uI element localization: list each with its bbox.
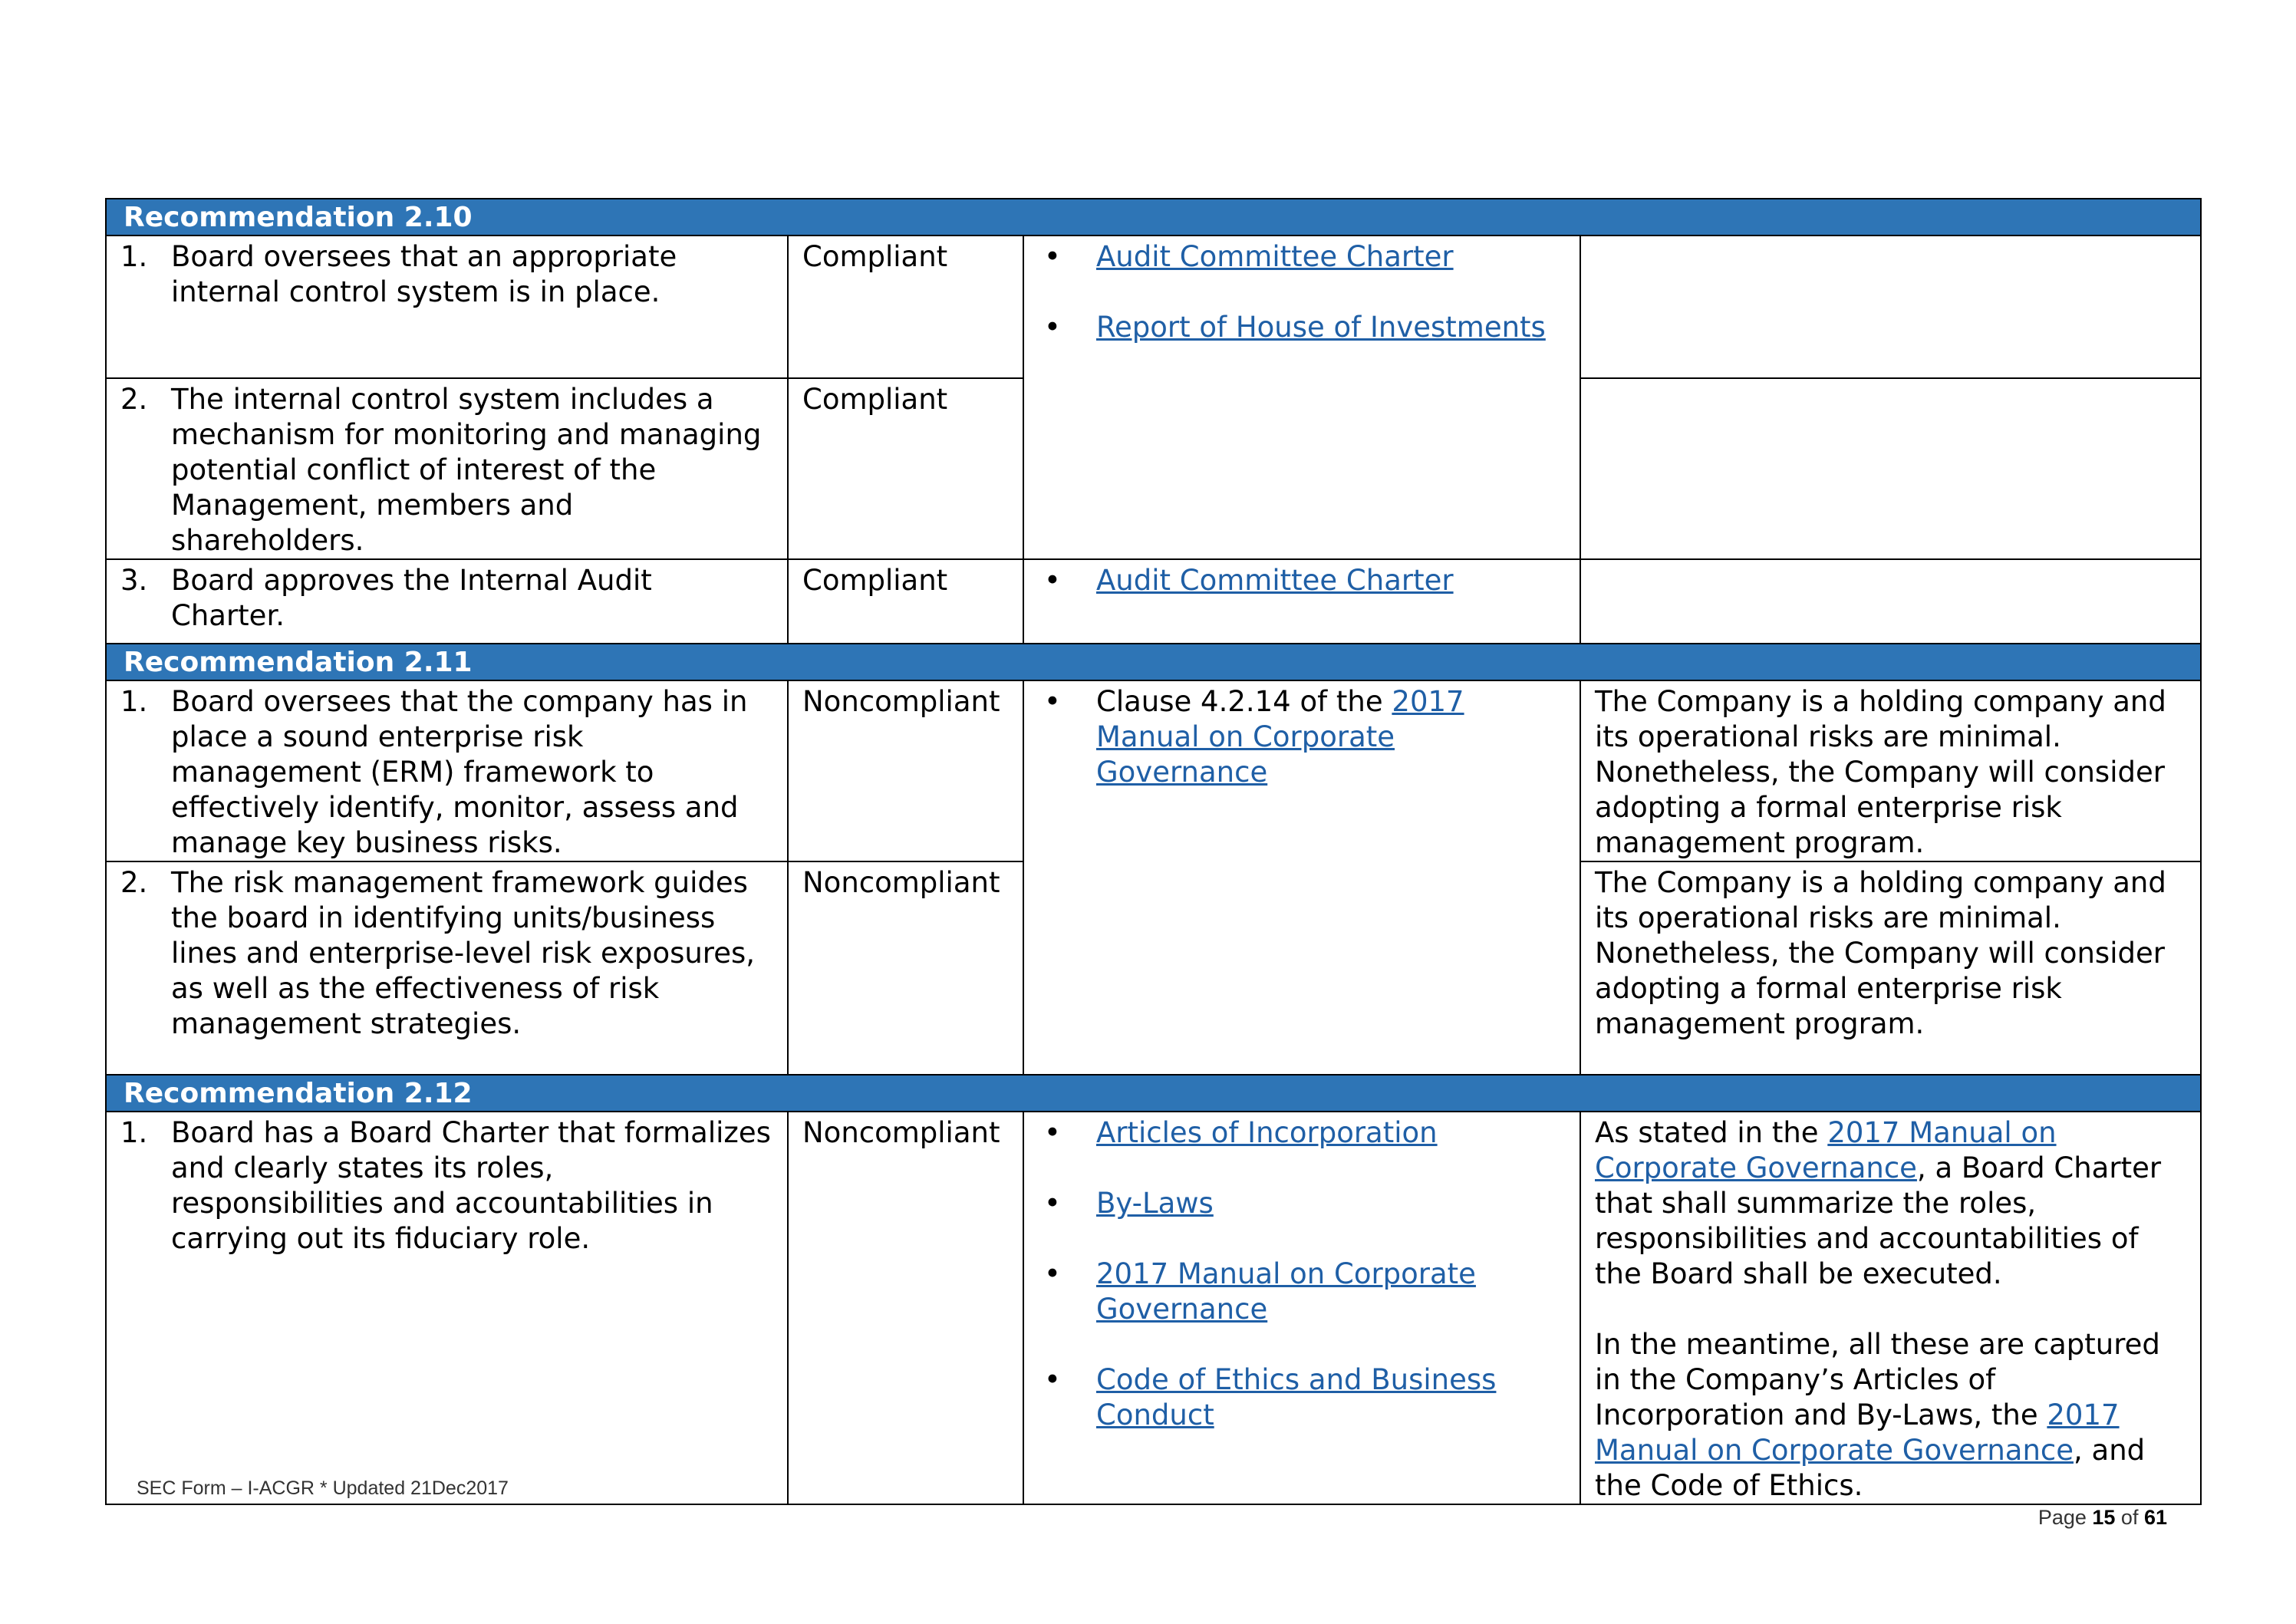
bullet-icon: • (1044, 240, 1061, 273)
explanation-text: , and the Code of Ethics. (1595, 1434, 2146, 1502)
explanation-cell: The Company is a holding company and its operational risks are minimal. Nonetheless, the Company will consider adopting a formal enterprise risk management program. (1580, 680, 2201, 861)
reference-link[interactable]: Audit Committee Charter (1096, 240, 1454, 273)
explanation-cell (1580, 236, 2201, 378)
recommendation-cell (106, 378, 788, 559)
recommendation-header (106, 199, 2201, 236)
reference-link[interactable]: 2017 Manual on Corporate Governance (1096, 685, 1464, 789)
references-cell (1023, 236, 1580, 559)
reference-link[interactable]: Articles of Incorporation (1096, 1116, 1438, 1149)
item-number: 1. (120, 1116, 148, 1149)
reference-text: Clause 4.2.14 of the (1096, 685, 1392, 718)
bullet-icon: • (1044, 311, 1061, 344)
references-cell (1023, 559, 1580, 644)
bullet-icon: • (1044, 1116, 1061, 1149)
reference-link[interactable]: Audit Committee Charter (1096, 564, 1454, 597)
page-word: Page (2037, 1506, 2093, 1529)
reference-link[interactable]: 2017 Manual on Corporate Governance (1096, 1257, 1476, 1326)
status-cell: Compliant (788, 378, 1023, 559)
explanation-cell (1580, 1112, 2201, 1504)
item-text: Board oversees that an appropriate internal control system is in place. (171, 240, 677, 308)
recommendation-title: Recommendation 2.10 (106, 199, 2201, 236)
reference-link[interactable]: Report of House of Investments (1096, 311, 1546, 344)
recommendation-cell (106, 559, 788, 644)
list-item (1038, 1257, 1566, 1327)
item-number: 2. (120, 383, 148, 416)
recommendation-title: Recommendation 2.11 (106, 644, 2201, 680)
item-text: The risk management framework guides the board in identifying units/business lines and enterprise-level risk exposures, as well as the effectiveness of risk management strategies. (171, 866, 756, 1040)
item-number: 1. (120, 240, 148, 273)
list-item (1038, 1115, 1566, 1151)
explanation-text: In the meantime, all these are captured in the Company’s Articles of Incorporation and By-Laws, the (1595, 1328, 2160, 1431)
explanation-text: , a Board Charter that shall summarize the roles, responsibilities and accountabilities of the Board shall be executed. (1595, 1151, 2162, 1290)
list-item (1038, 1362, 1566, 1433)
table-row (106, 236, 2201, 378)
status-cell: Noncompliant (788, 861, 1023, 1075)
manual-link[interactable]: 2017 Manual on Corporate Governance (1595, 1116, 2057, 1184)
recommendation-cell (106, 861, 788, 1075)
explanation-paragraph (1595, 1327, 2186, 1504)
status-cell: Noncompliant (788, 680, 1023, 861)
recommendation-header (106, 1075, 2201, 1112)
acgr-table (105, 198, 2202, 1505)
page-number (2038, 1506, 2167, 1530)
status-cell: Compliant (788, 559, 1023, 644)
recommendation-cell (106, 236, 788, 378)
list-item (1038, 1186, 1566, 1221)
references-cell (1023, 1112, 1580, 1504)
status-cell: Noncompliant (788, 1112, 1023, 1504)
recommendation-title: Recommendation 2.12 (106, 1075, 2201, 1112)
table-row (106, 1112, 2201, 1504)
explanation-cell: The Company is a holding company and its operational risks are minimal. Nonetheless, the Company will consider adopting a formal enterprise risk management program. (1580, 861, 2201, 1075)
status-cell: Compliant (788, 236, 1023, 378)
table-row (106, 680, 2201, 861)
recommendation-cell (106, 680, 788, 861)
manual-link[interactable]: 2017 Manual on Corporate Governance (1595, 1398, 2120, 1467)
item-number: 2. (120, 866, 148, 899)
item-number: 3. (120, 564, 148, 597)
explanation-paragraph (1595, 1115, 2186, 1292)
item-text: The internal control system includes a mechanism for monitoring and managing potential conflict of interest of the Management, members and shareholders. (171, 383, 762, 557)
footer-form-label: SEC Form – I-ACGR * Updated 21Dec2017 (137, 1477, 509, 1499)
bullet-icon: • (1044, 1257, 1061, 1290)
explanation-cell (1580, 559, 2201, 644)
of-word: of (2115, 1506, 2144, 1529)
references-cell (1023, 680, 1580, 1075)
reference-link[interactable]: Code of Ethics and Business Conduct (1096, 1363, 1497, 1431)
list-item (1038, 310, 1566, 345)
bullet-icon: • (1044, 1363, 1061, 1396)
explanation-cell (1580, 378, 2201, 559)
item-text: Board has a Board Charter that formalizes and clearly states its roles, responsibilities and accountabilities in carrying out its fiduciary role. (171, 1116, 771, 1255)
list-item (1038, 239, 1566, 275)
explanation-text: As stated in the (1595, 1116, 1828, 1149)
recommendation-header (106, 644, 2201, 680)
list-item (1038, 684, 1566, 790)
list-item (1038, 563, 1566, 598)
bullet-icon: • (1044, 685, 1061, 718)
bullet-icon: • (1044, 564, 1061, 597)
total-pages: 61 (2143, 1506, 2167, 1529)
current-page: 15 (2092, 1506, 2116, 1529)
reference-link[interactable]: By-Laws (1096, 1187, 1214, 1220)
table-row (106, 559, 2201, 644)
item-text: Board oversees that the company has in place a sound enterprise risk management (ERM) framework to effectively identify, monitor, assess and manage key business risks. (171, 685, 748, 859)
item-number: 1. (120, 685, 148, 718)
bullet-icon: • (1044, 1187, 1061, 1220)
item-text: Board approves the Internal Audit Charter. (171, 564, 652, 632)
recommendation-cell (106, 1112, 788, 1504)
